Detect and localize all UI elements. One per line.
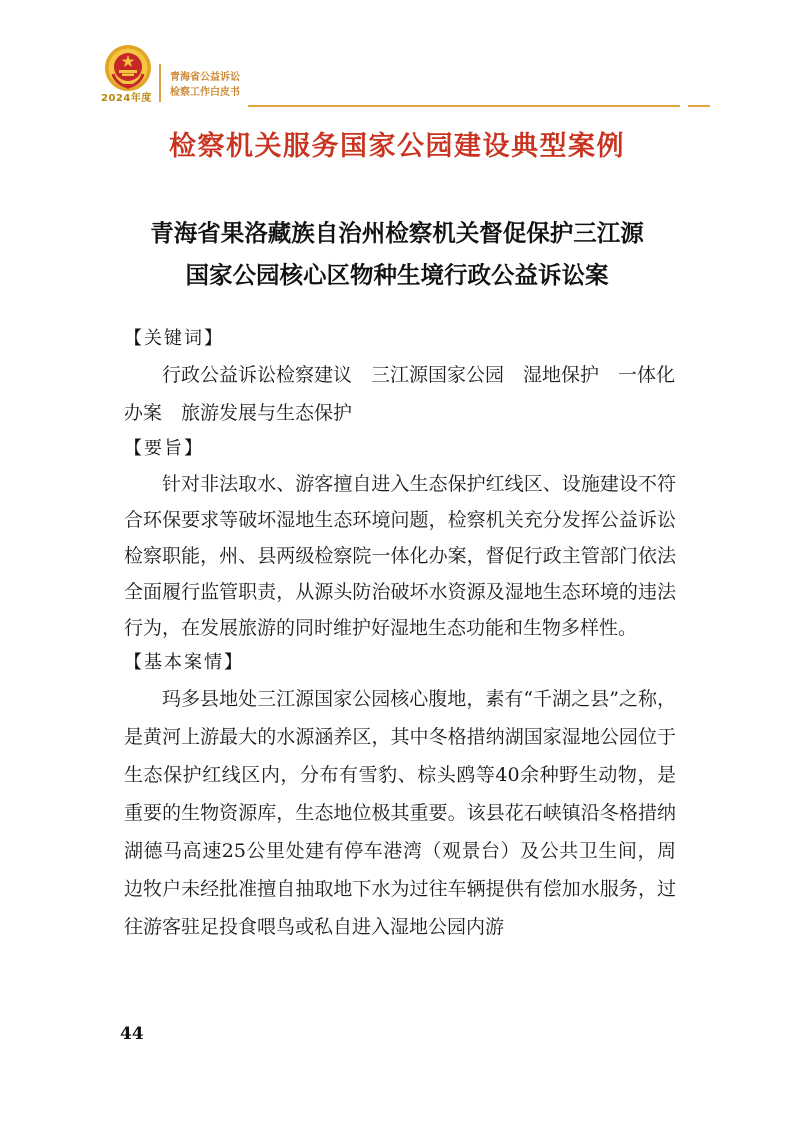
- basic-facts-label: 【基本案情】: [124, 652, 244, 673]
- basic-facts-text: 玛多县地处三江源国家公园核心腹地，素有“千湖之县”之称，是黄河上游最大的水源涵养区，其中冬格措纳湖国家湿地公园位于生态保护红线区内，分布有雪豹、棕头鸥等40余种野生动物，是重要的生物资源库，生态地位极其重要。该县花石峡镇沿冬格措纳湖德马高速25公里处建有停车港湾（观景台）及公共卫生间，周边牧户未经批准擅自抽取地下水为过往车辆提供有偿加水服务，过往游客驻足投食喂鸟或私自进入湿地公园内游: [124, 688, 676, 938]
- header-rule: [248, 105, 680, 107]
- page-header: [0, 0, 794, 112]
- header-title: [170, 70, 240, 100]
- section-title: 检察机关服务国家公园建设典型案例: [169, 131, 625, 162]
- header-title-line2: 检察工作白皮书: [170, 87, 240, 98]
- case-title: [0, 212, 794, 296]
- header-rule-accent: [688, 105, 710, 107]
- header-divider: [159, 64, 161, 102]
- page-number: 44: [120, 1024, 144, 1044]
- summary-text: 针对非法取水、游客擅自进入生态保护红线区、设施建设不符合环保要求等破坏湿地生态环境问题，检察机关充分发挥公益诉讼检察职能，州、县两级检察院一体化办案，督促行政主管部门依法全面履行监管职责，从源头防治破坏水资源及湿地生态环境的违法行为，在发展旅游的同时维护好湿地生态功能和生物多样性。: [124, 473, 676, 639]
- summary-label: 【要旨】: [124, 438, 204, 459]
- procuratorate-emblem-icon: [104, 44, 152, 92]
- keywords-label: 【关键词】: [124, 328, 224, 349]
- header-title-line1: 青海省公益诉讼: [170, 72, 240, 83]
- header-year: 2024年度: [101, 93, 152, 104]
- document-body: [124, 322, 676, 946]
- case-title-line1: 青海省果洛藏族自治州检察机关督促保护三江源: [150, 219, 644, 247]
- case-title-line2: 国家公园核心区物种生境行政公益诉讼案: [185, 261, 609, 289]
- keywords-text: 行政公益诉讼检察建议 三江源国家公园 湿地保护 一体化办案 旅游发展与生态保护: [124, 364, 676, 424]
